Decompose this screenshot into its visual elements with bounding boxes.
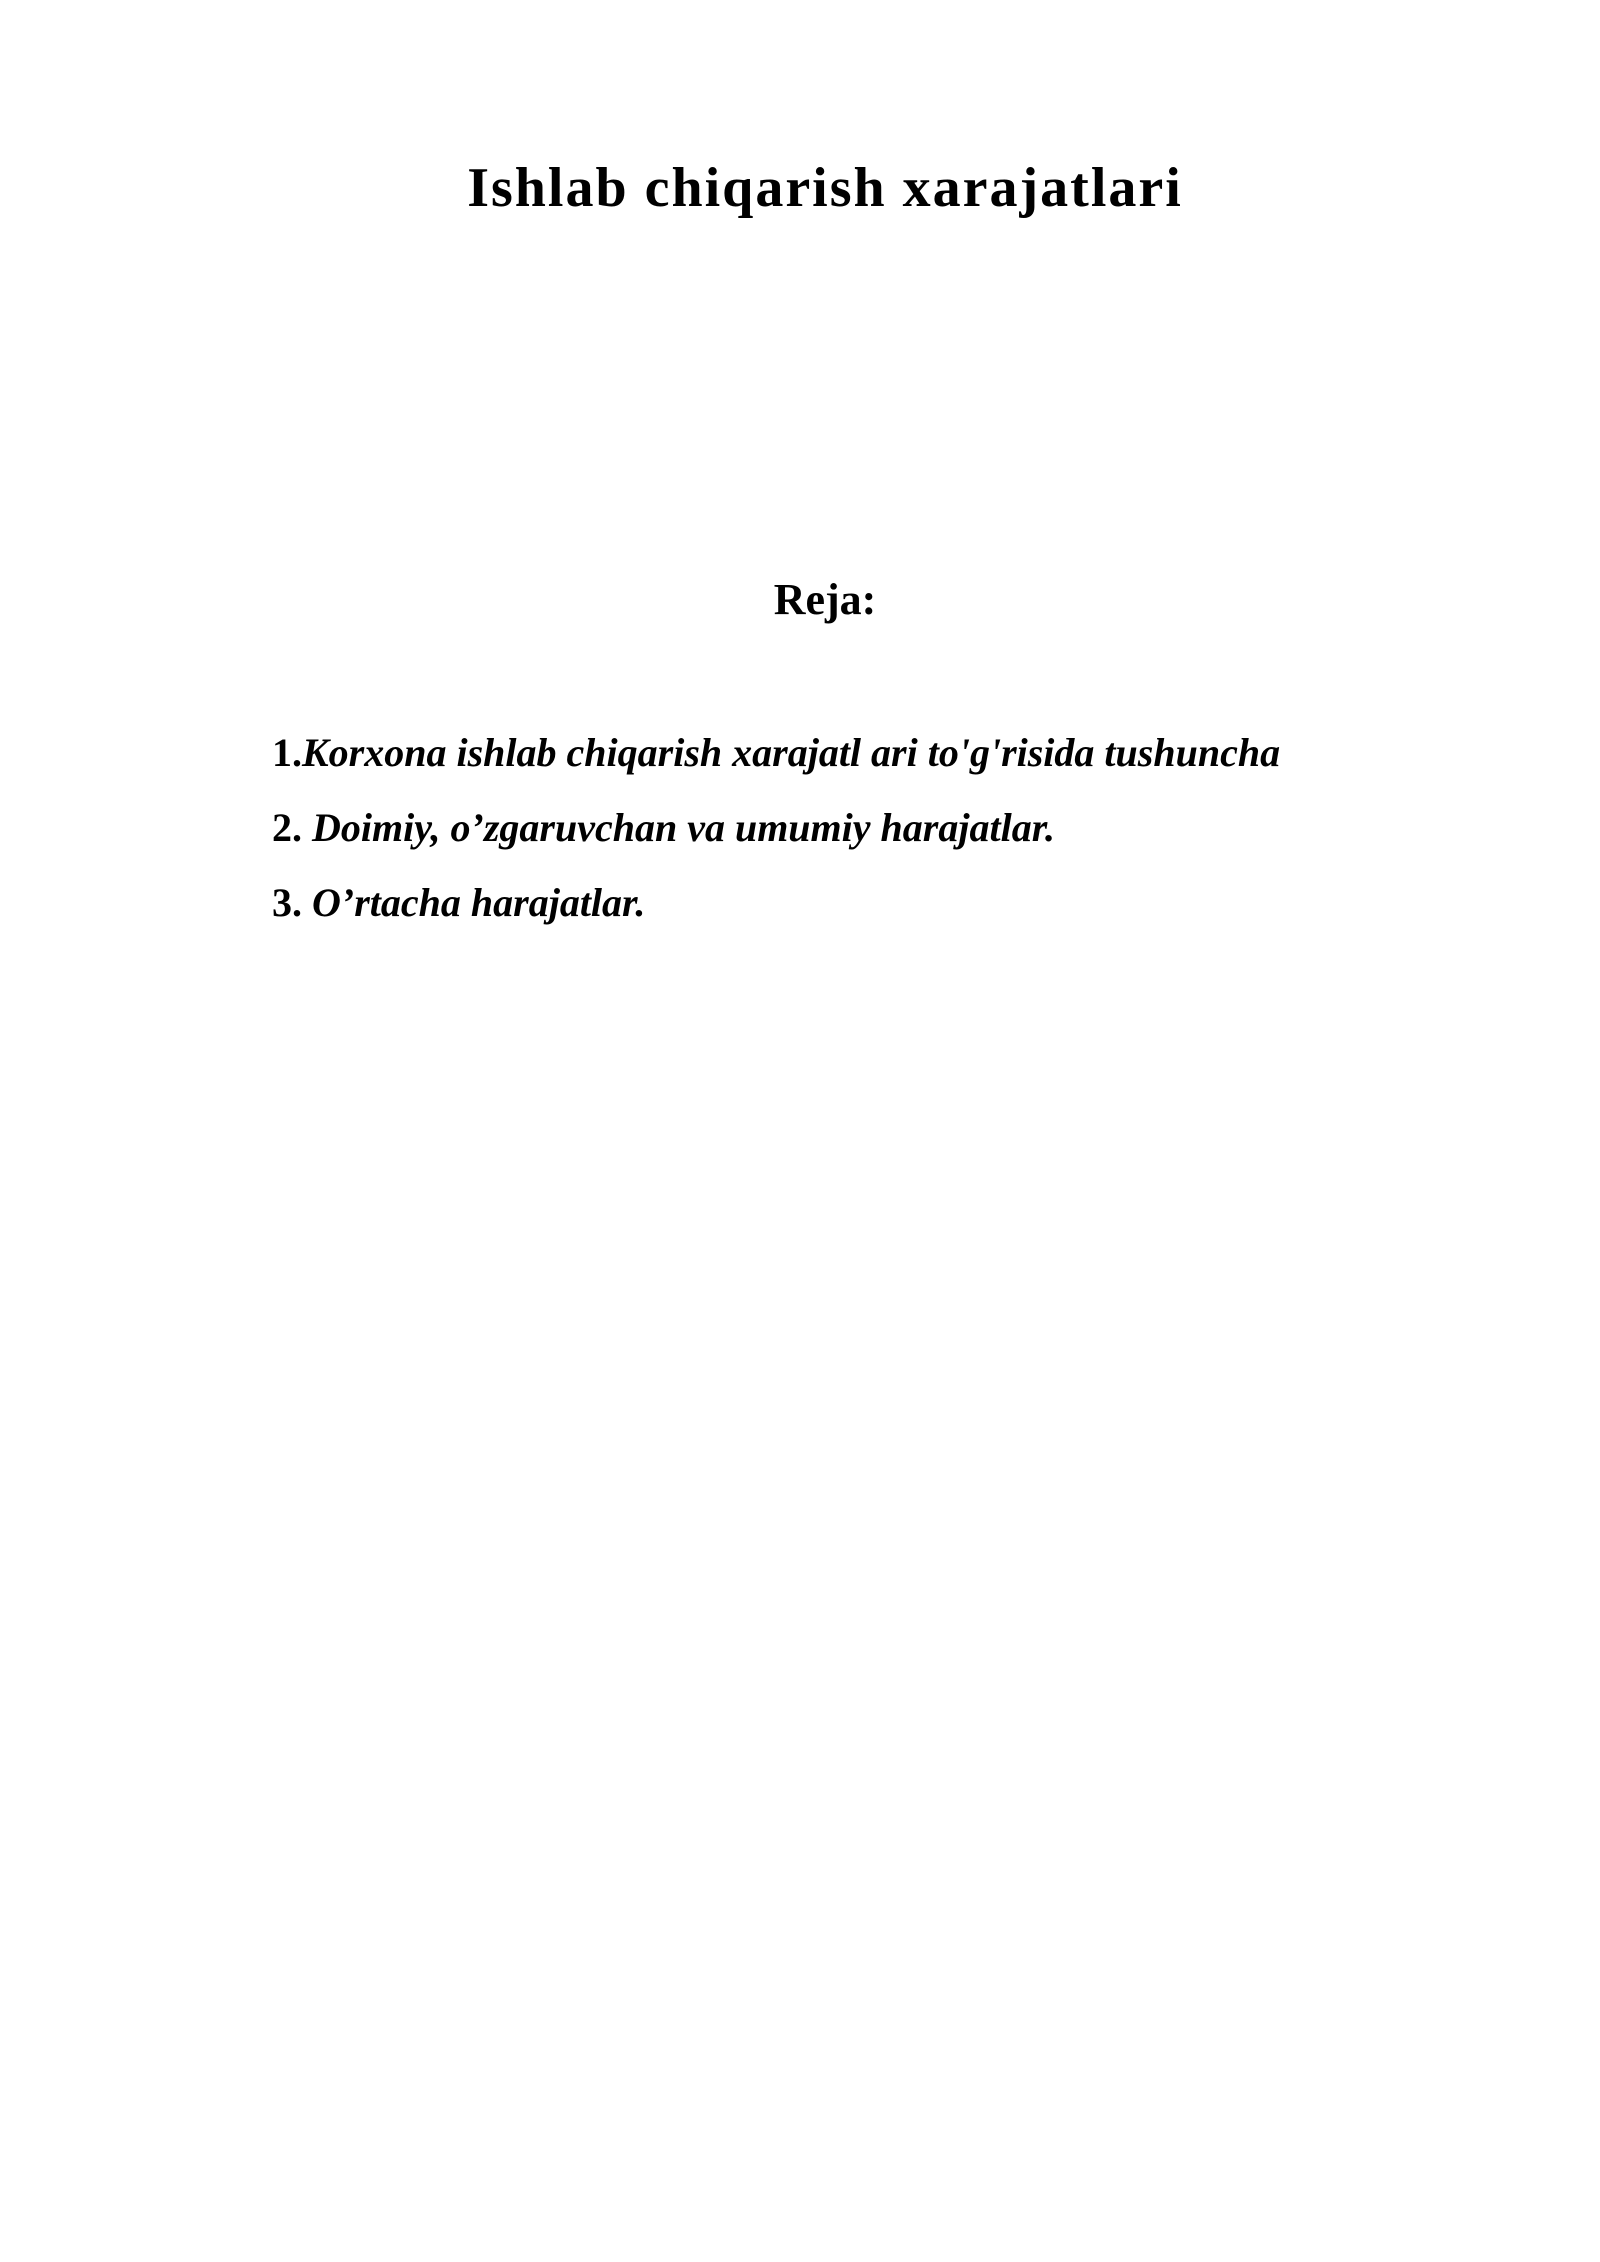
plan-item	[272, 726, 1522, 801]
plan-item-number: 3.	[272, 880, 302, 925]
plan-item-text: Korxona ishlab chiqarish xarajatl ari to'g'risida tushuncha	[302, 730, 1281, 775]
plan-item	[272, 876, 1522, 951]
plan-list	[272, 726, 1522, 951]
plan-item-text: O’rtacha harajatlar.	[312, 880, 646, 925]
document-title: Ishlab chiqarish xarajatlari	[467, 157, 1183, 219]
plan-item-number: 2.	[272, 805, 302, 850]
plan-item-number: 1.	[272, 730, 302, 775]
plan-heading: Reja:	[773, 575, 877, 624]
plan-item	[272, 801, 1522, 876]
plan-item-text: Doimiy, o’zgaruvchan va umumiy harajatlar.	[312, 805, 1056, 850]
